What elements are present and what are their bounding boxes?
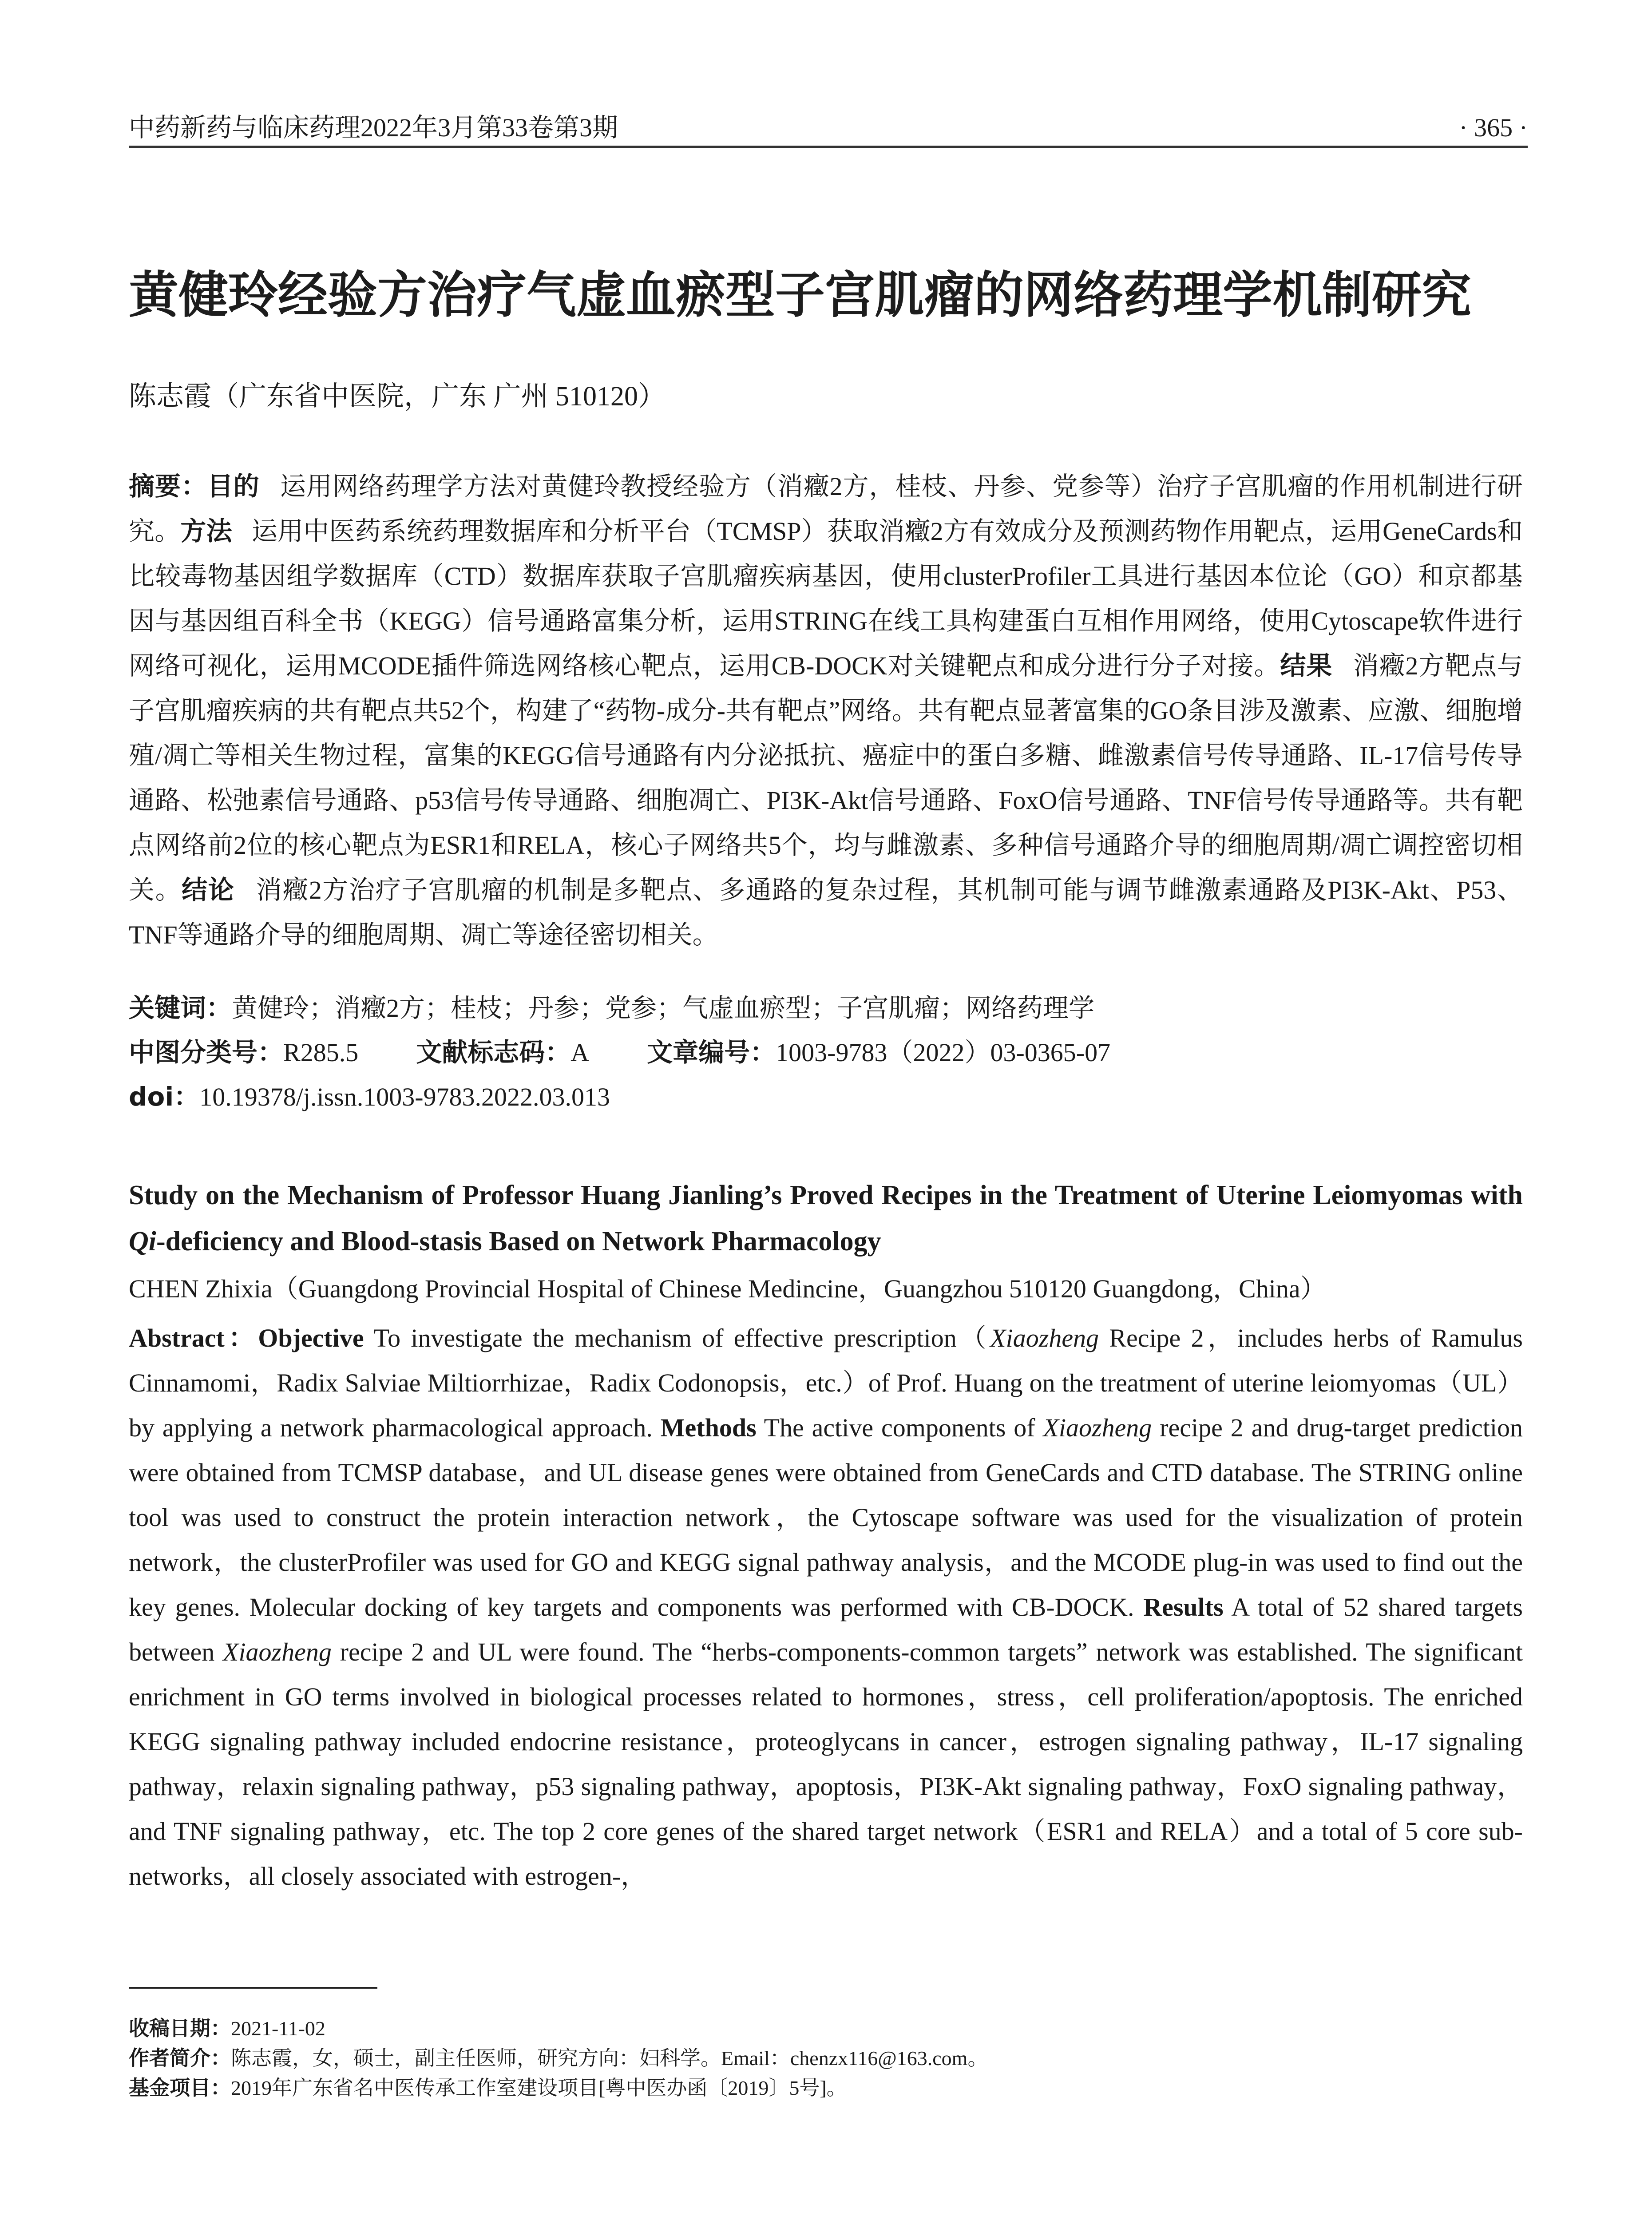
conclusion-text: 消癥2方治疗子宫肌瘤的机制是多靶点、多通路的复杂过程，其机制可能与调节雌激素通路及PI3K-Akt、P53、TNF等通路介导的细胞周期、凋亡等途径密切相关。 xyxy=(129,876,1523,949)
english-results-text-1: A total of 52 shared targets between xyxy=(129,1593,1523,1666)
author-affiliation: 陈志霞（广东省中医院，广东 广州 510120） xyxy=(129,381,666,412)
english-objective-label: Objective xyxy=(258,1324,364,1352)
english-author-affiliation: CHEN Zhixia（Guangdong Provincial Hospital of Chinese Medincine，Guangzhou 510120 Guangdong，China） xyxy=(129,1274,1326,1303)
methods-text: 运用中医药系统药理数据库和分析平台（TCMSP）获取消癥2方有效成分及预测药物作用靶点，运用GeneCards和比较毒物基因组学数据库（CTD）数据库获取子宫肌瘤疾病基因，使用clusterProfiler工具进行基因本位论（GO）和京都基因与基因组百科全书（KEGG）信号通路富集分析，运用STRING在线工具构建蛋白互相作用网络，使用Cytoscape软件进行网络可视化，运用MCODE插件筛选网络核心靶点，运用CB-DOCK对关键靶点和成分进行分子对接。 xyxy=(129,517,1523,680)
english-objective-text-2: Recipe 2，includes herbs of Ramulus Cinnamomi，Radix Salviae Miltiorrhizae，Radix Codonopsis，etc.）of Prof. Huang on the treatment of uterine leiomyomas（UL）by applying a network pharmacological approach. xyxy=(129,1324,1523,1442)
english-results-text-2: recipe 2 and UL were found. The “herbs-components-common targets” network was established. The significant enrichment in GO terms involved in biological processes related to hormones，stress，cell proliferation/apoptosis. The enriched KEGG signaling pathway included endocrine resistance，proteoglycans in cancer，estrogen signaling pathway，IL-17 signaling pathway，relaxin signaling pathway，p53 signaling pathway，apoptosis，PI3K-Akt signaling pathway，FoxO signaling pathway，and TNF signaling pathway，etc. The top 2 core genes of the shared target network（ESR1 and RELA）and a total of 5 core sub-networks，all closely associated with estrogen-， xyxy=(129,1637,1523,1891)
results-label: 结果 xyxy=(1280,650,1333,681)
english-methods-text: recipe 2 and drug-target prediction were obtained from TCMSP database，and UL disease genes were obtained from GeneCards and CTD database. The STRING online tool was used to construct the protein interaction network，the Cytoscape software was used for the visualization of protein network，the clusterProfiler was used for GO and KEGG signal pathway analysis，and the MCODE plug-in was used to find out the key genes. Molecular docking of key targets and components was performed with CB-DOCK. xyxy=(129,1413,1523,1621)
chinese-abstract xyxy=(129,464,1523,957)
bio-label: 作者简介： xyxy=(129,2046,231,2070)
english-methods-lead: The active components of xyxy=(764,1413,1043,1442)
article-number-label: 文章编号： xyxy=(647,1037,776,1067)
keywords xyxy=(129,986,1523,1031)
page-number: · 365 · xyxy=(1459,113,1528,142)
fund-text: 2019年广东省名中医传承工作室建设项目[粤中医办函〔2019〕5号]。 xyxy=(231,2077,847,2099)
bio-text: 陈志霞，女，硕士，副主任医师，研究方向：妇科学。Email：chenzx116@163.com。 xyxy=(231,2047,988,2069)
received-label: 收稿日期： xyxy=(129,2016,231,2040)
english-results-label: Results xyxy=(1143,1593,1224,1621)
abstract-label: 摘要： xyxy=(129,471,207,501)
english-abstract-label: Abstract： xyxy=(129,1324,258,1352)
journal-issue: 中药新药与临床药理2022年3月第33卷第3期 xyxy=(129,113,618,142)
objective-label: 目的 xyxy=(207,471,260,501)
english-title-part2: -deficiency and Blood-stasis Based on Network Pharmacology xyxy=(156,1226,881,1257)
doi-label: doi： xyxy=(129,1082,200,1112)
english-objective-italic: Xiaozheng xyxy=(990,1324,1099,1352)
doc-code-value: A xyxy=(570,1038,590,1067)
clc-label: 中图分类号： xyxy=(129,1037,284,1067)
english-title-part1: Study on the Mechanism of Professor Huang Jianling’s Proved Recipes in the Treatment of Uterine Leiomyomas with xyxy=(129,1180,1523,1210)
received-date: 2021-11-02 xyxy=(231,2017,325,2040)
results-text: 消癥2方靶点与子宫肌瘤疾病的共有靶点共52个，构建了“药物-成分-共有靶点”网络。共有靶点显著富集的GO条目涉及激素、应激、细胞增殖/凋亡等相关生物过程，富集的KEGG信号通路有内分泌抵抗、癌症中的蛋白多糖、雌激素信号传导通路、IL-17信号传导通路、松弛素信号通路、p53信号传导通路、细胞凋亡、PI3K-Akt信号通路、FoxO信号通路、TNF信号传导通路等。共有靶点网络前2位的核心靶点为ESR1和RELA，核心子网络共5个，均与雌激素、多种信号通路介导的细胞周期/凋亡调控密切相关。 xyxy=(129,651,1523,904)
fund-label: 基金项目： xyxy=(129,2076,231,2100)
methods-label: 方法 xyxy=(180,516,232,546)
english-results-italic: Xiaozheng xyxy=(223,1637,332,1666)
doc-code-label: 文献标志码： xyxy=(416,1037,571,1067)
running-header xyxy=(129,110,1528,148)
article-number-value: 1003-9783（2022）03-0365-07 xyxy=(776,1038,1111,1067)
footnote-rule xyxy=(129,1987,377,1989)
footnote-funding xyxy=(129,2073,1523,2103)
article-title: 黄健玲经验方治疗气虚血瘀型子宫肌瘤的网络药理学机制研究 xyxy=(129,266,1471,324)
classification-line xyxy=(129,1030,1523,1075)
english-methods-label: Methods xyxy=(660,1413,757,1442)
keywords-label: 关键词： xyxy=(129,993,232,1023)
doi-value: 10.19378/j.issn.1003-9783.2022.03.013 xyxy=(199,1082,610,1111)
keywords-text: 黄健玲；消癥2方；桂枝；丹参；党参；气虚血瘀型；子宫肌瘤；网络药理学 xyxy=(232,994,1095,1023)
footnotes xyxy=(129,2014,1523,2103)
footnote-received xyxy=(129,2014,1523,2043)
english-title xyxy=(129,1172,1523,1265)
conclusion-label: 结论 xyxy=(182,875,235,905)
english-objective-text-1: To investigate the mechanism of effective prescription（ xyxy=(373,1324,990,1352)
doi-line xyxy=(129,1074,1523,1119)
english-title-qi: Qi xyxy=(129,1226,156,1257)
footnote-author-bio xyxy=(129,2043,1523,2073)
objective-text: 运用网络药理学方法对黄健玲教授经验方（消癥2方，桂枝、丹参、党参等）治疗子宫肌瘤的作用机制进行研究。 xyxy=(129,472,1523,546)
english-abstract xyxy=(129,1316,1523,1899)
english-methods-italic: Xiaozheng xyxy=(1043,1413,1152,1442)
clc-value: R285.5 xyxy=(283,1038,359,1067)
